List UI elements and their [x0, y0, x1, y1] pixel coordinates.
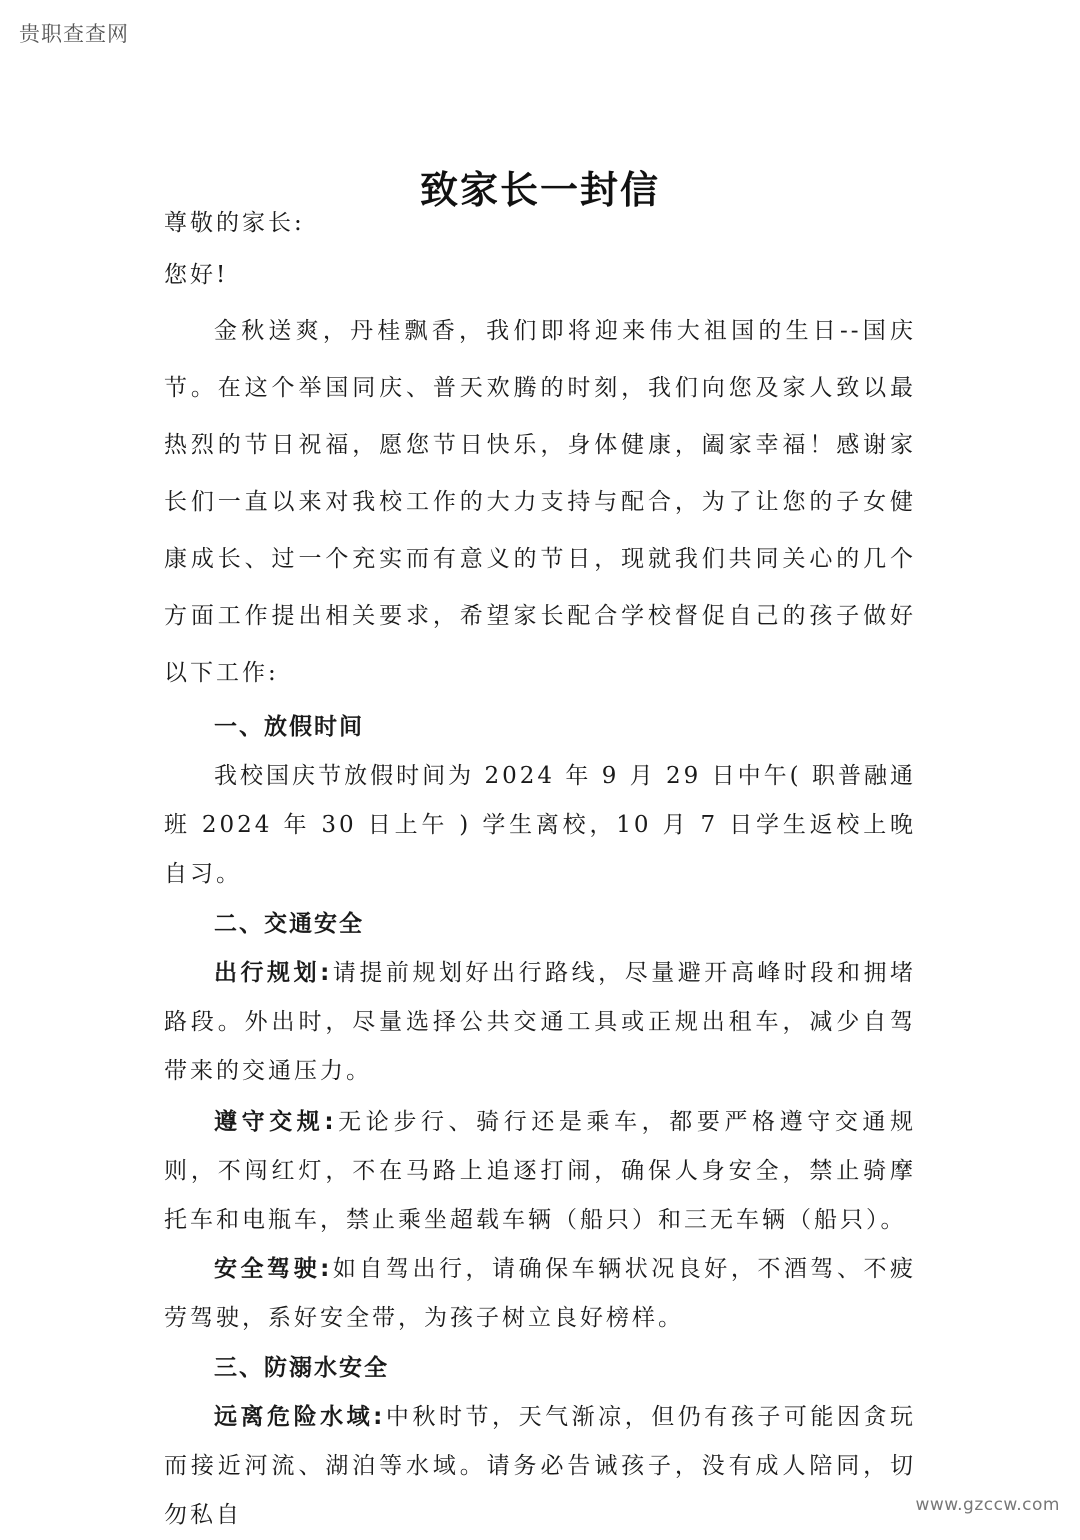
- site-url-watermark: www.gzccw.com: [915, 1495, 1060, 1515]
- water-safety-lead: 远离危险水域:: [214, 1404, 386, 1430]
- section-heading-drowning: 三、防溺水安全: [214, 1355, 389, 1381]
- site-watermark: 贵职查查网: [19, 22, 129, 46]
- letter-title: 致家长一封信: [419, 168, 660, 213]
- traffic-rules-paragraph: [164, 1098, 916, 1245]
- traffic-rules-text: 无论步行、骑行还是乘车，都要严格遵守交通规则，不闯红灯，不在马路上追逐打闹，确保人身安全，禁止骑摩托车和电瓶车，禁止乘坐超载车辆（船只）和三无车辆（船只）。: [164, 1109, 917, 1233]
- holiday-text: 我校国庆节放假时间为 2024 年 9 月 29 日中午( 职普融通班 2024 年 30 日上午 ) 学生离校，10 月 7 日学生返校上晚自习。: [164, 763, 916, 887]
- section-heading-traffic: 二、交通安全: [214, 911, 364, 937]
- safe-driving-text: 如自驾出行，请确保车辆状况良好，不酒驾、不疲劳驾驶，系好安全带，为孩子树立良好榜样。: [164, 1256, 917, 1331]
- water-safety-paragraph: [164, 1393, 916, 1540]
- safe-driving-lead: 安全驾驶:: [214, 1256, 333, 1282]
- holiday-paragraph: [164, 752, 916, 899]
- traffic-rules-lead: 遵守交规:: [214, 1109, 337, 1135]
- travel-plan-lead: 出行规划:: [214, 960, 333, 986]
- intro-paragraph: 金秋送爽，丹桂飘香，我们即将迎来伟大祖国的生日--国庆节。在这个举国同庆、普天欢腾的时刻，我们向您及家人致以最热烈的节日祝福，愿您节日快乐，身体健康，阖家幸福！感谢家长们一直以来对我校工作的大力支持与配合，为了让您的子女健康成长、过一个充实而有意义的节日，现就我们共同关心的几个方面工作提出相关要求，希望家长配合学校督促自己的孩子做好以下工作:: [164, 318, 916, 686]
- salutation: 尊敬的家长:: [164, 210, 305, 236]
- safe-driving-paragraph: [164, 1245, 916, 1343]
- letter-body: [164, 197, 916, 1540]
- water-safety-text: 中秋时节，天气渐凉，但仍有孩子可能因贪玩而接近河流、湖泊等水域。请务必告诫孩子，没有成人陪同，切勿私自: [164, 1404, 917, 1528]
- travel-plan-paragraph: [164, 949, 916, 1096]
- greeting: 您好!: [164, 262, 229, 288]
- section-heading-holiday: 一、放假时间: [214, 714, 364, 740]
- travel-plan-text: 请提前规划好出行路线，尽量避开高峰时段和拥堵路段。外出时，尽量选择公共交通工具或正规出租车，减少自驾带来的交通压力。: [164, 960, 917, 1084]
